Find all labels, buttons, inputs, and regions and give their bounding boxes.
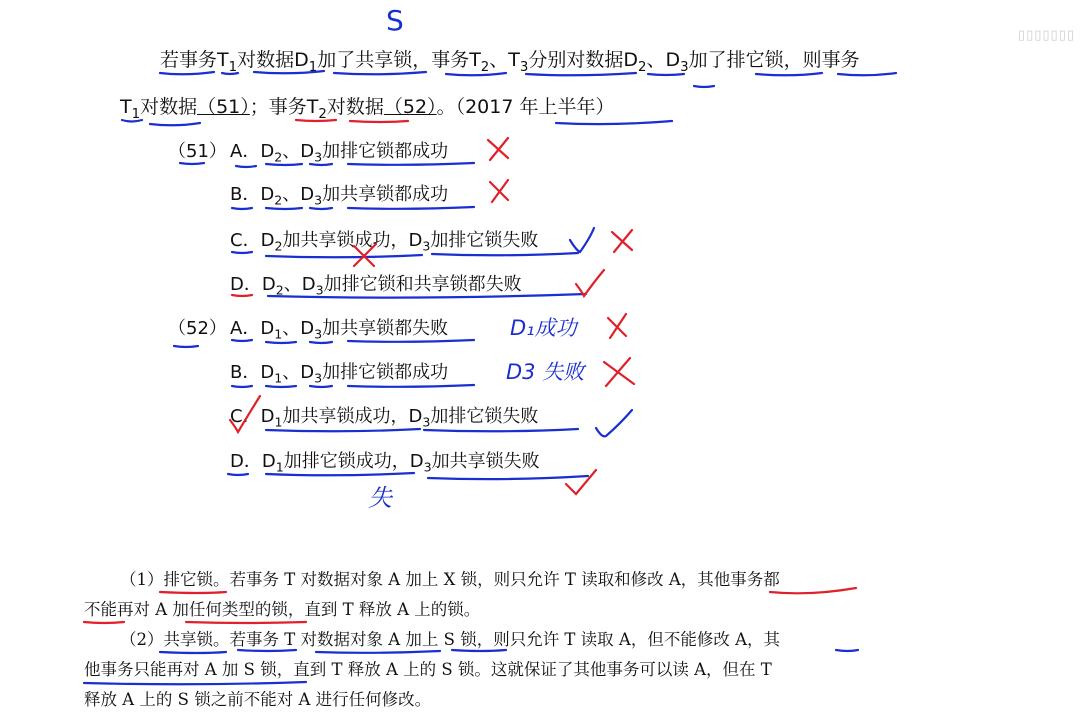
underline-ink: [310, 208, 332, 209]
handwritten-s: S: [386, 4, 404, 37]
blue-check-mark: [596, 410, 632, 436]
underline-ink: [694, 86, 714, 87]
underline-ink: [186, 622, 306, 623]
red-check-mark: [566, 470, 596, 494]
q51-option-a[interactable]: A．$D_2$、$D_3$加排它锁都成功: [230, 141, 449, 165]
red-x-mark: [488, 138, 508, 160]
red-x-mark: [608, 314, 626, 338]
underline-ink: [836, 650, 858, 651]
explanation-para1-line1: （1）排它锁。若事务 T 对数据对象 A 加上 X 锁，则只允许 T 读取和修改 A，其他事务都: [120, 570, 780, 589]
underline-ink: [238, 650, 296, 651]
explanation-para2-line3: 释放 A 上的 S 锁之前不能对 A 进行任何修改。: [84, 690, 432, 709]
red-x-mark: [604, 358, 634, 386]
explanation-para1-line2: 不能再对 A 加任何类型的锁，直到 T 释放 A 上的锁。: [84, 600, 481, 619]
underline-ink: [266, 255, 422, 257]
underline-ink: [452, 650, 506, 651]
underline-ink: [160, 652, 226, 653]
q51-option-d[interactable]: D．$D_2$、$D_3$加排它锁和共享锁都失败: [230, 274, 522, 298]
underline-ink: [232, 208, 252, 209]
underline-ink: [150, 123, 200, 125]
underline-ink: [310, 386, 332, 387]
question-line-2: $T_1$对数据（51）；事务$T_2$对数据（52）。（2017 年上半年）: [120, 96, 615, 122]
underline-ink: [84, 622, 124, 623]
underline-ink: [266, 386, 296, 387]
underline-ink: [770, 588, 856, 593]
q52-option-b[interactable]: B．$D_1$、$D_3$加排它锁都成功: [230, 362, 449, 386]
underline-ink: [236, 166, 256, 167]
underline-ink: [316, 651, 440, 653]
handwritten-d3-note: D3 失败: [506, 360, 585, 384]
q52-option-c[interactable]: C．$D_1$加共享锁成功，$D_3$加排它锁失败: [230, 406, 539, 430]
explanation-para2-line1: （2）共享锁。若事务 T 对数据对象 A 加上 S 锁，则只允许 T 读取 A，但不能修改 A，其: [120, 630, 781, 649]
red-x-mark: [612, 230, 632, 252]
explanation-para2-line2: 他事务只能再对 A 加 S 锁，直到 T 释放 A 上的 S 锁。这就保证了其他事务可以读 A，但在 T: [84, 660, 772, 679]
underline-ink: [266, 208, 302, 209]
underline-ink: [266, 342, 296, 343]
underline-ink: [180, 163, 204, 164]
q52-option-d[interactable]: D．$D_1$加排它锁成功，$D_3$加共享锁失败: [230, 451, 540, 475]
handwritten-shi-note: 失: [368, 484, 392, 512]
question-line-1: 若事务$T_1$对数据$D_1$加了共享锁，事务$T_2$、$T_3$分别对数据$D_2$、$D_3$加了排它锁，则事务: [160, 49, 860, 75]
underline-ink: [310, 342, 332, 343]
watermark: ▯▯▯▯▯▯▯: [1017, 28, 1075, 43]
underline-ink: [84, 682, 306, 684]
blank-51: （51）: [197, 96, 250, 118]
handwritten-d1-note: D₁成功: [510, 316, 577, 340]
red-check-mark: [576, 270, 604, 296]
q52-option-a[interactable]: A．$D_1$、$D_3$加共享锁都失败: [230, 318, 449, 342]
red-x-mark: [490, 180, 508, 202]
underline-ink: [428, 476, 588, 479]
underline-ink: [232, 386, 252, 387]
q51-number: （51）: [168, 141, 227, 162]
q52-number: （52）: [168, 318, 227, 339]
underline-ink: [160, 592, 226, 593]
q51-option-c[interactable]: C．$D_2$加共享锁成功，$D_3$加排它锁失败: [230, 230, 539, 254]
blank-52: （52）: [383, 96, 437, 118]
blue-check-mark: [570, 228, 594, 252]
q51-option-b[interactable]: B．$D_2$、$D_3$加共享锁都成功: [230, 184, 449, 208]
underline-ink: [174, 346, 198, 347]
